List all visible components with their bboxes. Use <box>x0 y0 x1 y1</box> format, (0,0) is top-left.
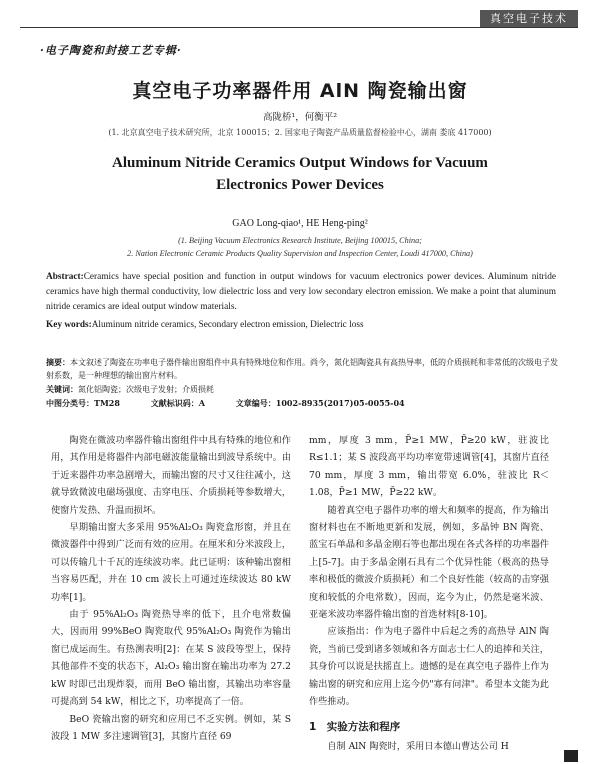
header-rule <box>20 27 578 28</box>
title-en-line2: Electronics Power Devices <box>216 177 384 193</box>
body-column-left <box>51 432 291 745</box>
page-number-block <box>564 750 578 762</box>
body-column-right <box>309 432 549 755</box>
column-title: ·电子陶瓷和封接工艺专辑· <box>40 44 182 57</box>
affiliations-cn: (1. 北京真空电子技术研究所，北京 100015；2. 国家电子陶瓷产品质量监督检验中心，湖南 娄底 417000) <box>108 128 492 137</box>
abstract-en <box>46 270 556 315</box>
class-number: 中图分类号：TM28 <box>46 398 120 408</box>
authors-en: GAO Long-qiao¹, HE Heng-ping² <box>232 218 368 229</box>
classification-info <box>46 398 556 409</box>
paragraph: 早期输出窗大多采用 95%Al₂O₃ 陶瓷盒形窗，并且在微波器件中得到广泛而有效的应用。在厘米和分米波段上，可以传输几十千瓦的连续波功率。此已证明：该种输出窗相当容易匹配，并在 10 cm 波长上可通过连续波达 80 kW 功率[1]。 <box>51 522 291 603</box>
keywords-cn-text: 氮化铝陶瓷；次级电子发射；介质损耗 <box>78 385 214 394</box>
abstract-cn <box>46 356 558 382</box>
paragraph: 随着真空电子器件功率的增大和频率的提高，作为输出窗材料也在不断地更新和发展，例如，多晶钟 BN 陶瓷、蓝宝石单晶和多晶金刚石等也都出现在各式各样的功率器件上[5-7]。由于多晶金刚石具有二个优异性能（极高的热导率和极低的微波介质损耗）和二个良好性能（较高的击穿强度和较低的介电常数），因而，迄今为止，仍然是毫米波、亚毫米波功率器件输出窗的首选材料[8-10]。 <box>309 504 549 621</box>
section-heading: 1 实验方法和程序 <box>309 720 401 733</box>
affiliation-en-2: 2. Nation Electronic Ceramic Products Quality Supervision and Inspection Center, Loudi 417000, China) <box>127 249 473 258</box>
paragraph: 自制 AlN 陶瓷时，采用日本德山曹达公司 H <box>309 740 509 752</box>
keywords-cn <box>46 384 556 395</box>
title-cn: 真空电子功率器件用 AlN 陶瓷输出窗 <box>132 80 468 102</box>
paragraph: 陶瓷在微波功率器件输出窗组件中具有特殊的地位和作用，其作用是将器件内部电磁波能量输出到波导系统中。由于近来器件功率急剧增大，而输出窗的尺寸又往往减小，这就导致微波电磁场强度、击穿电压、介质损耗等参数增大，使窗片发热、升温而损坏。 <box>51 435 291 516</box>
document-code: 文献标识码：A <box>150 398 205 408</box>
keywords-cn-label: 关键词： <box>46 384 78 394</box>
paragraph: mm，厚度 3 mm，P̄≥1 MW，P̄≥20 kW，驻波比 R≤1.1；某 S 波段高平均功率宽带速调管[4]，其窗片直径 70 mm，厚度 3 mm，输出带宽 6.0%，驻波比 R＜1.08，P̄≥1 MW，P̄≥22 kW。 <box>309 435 549 499</box>
keywords-en <box>46 320 556 330</box>
abstract-en-text: Ceramics have special position and function in output windows for vacuum electronics power devices. Aluminum nitride ceramics have high thermal conductivity, low dielectric loss and very low secondary electron emission. We make a point that aluminum nitride ceramics are ideal output window materials. <box>46 272 556 312</box>
paragraph: BeO 瓷输出窗的研究和应用已不乏实例。例如，某 S 波段 1 MW 多注速调管[3]，其窗片直径 69 <box>51 713 291 742</box>
keywords-en-text: Aluminum nitride ceramics, Secondary electron emission, Dielectric loss <box>91 320 364 330</box>
abstract-cn-label: 摘要： <box>46 357 70 367</box>
keywords-en-label: Key words: <box>46 320 92 330</box>
title-en <box>0 152 600 196</box>
paragraph: 由于 95%Al₂O₃ 陶瓷热导率的低下，且介电常数偏大，因而用 99%BeO 陶瓷取代 95%Al₂O₃ 陶瓷作为输出窗已成运而生。有热测表明[2]：在某 S 波段等型上，保持其他部件不变的状态下，Al₂O₃ 输出窗在输出功率为 27.2 kW 时即已出现炸裂，而用 BeO 输出窗，其输出功率容量可提高到 54 kW，相比之下，功率提高了一倍。 <box>51 609 291 708</box>
affiliation-en-1: (1. Beijing Vacuum Electronics Research Institute, Beijing 100015, China; <box>178 236 422 245</box>
paragraph: 应该指出：作为电子器件中后起之秀的高热导 AlN 陶瓷，当前已受到诸多领域和各方面志士仁人的追捧和关注，其身价可以说是扶摇直上。遗憾的是在真空电子器件上作为输出窗的研究和应用上迄今仍"寡有问津"。希望本文能为此作些推动。 <box>309 626 549 708</box>
journal-tag: 真空电子技术 <box>480 10 578 27</box>
abstract-en-label: Abstract: <box>46 272 84 282</box>
authors-cn: 高陇桥¹，何衡平² <box>262 112 338 123</box>
abstract-cn-text: 本文叙述了陶瓷在功率电子器件输出窗组件中具有特殊地位和作用。尚今，氮化铝陶瓷具有高热导率，低的介质损耗和非常低的次级电子发射系数，是一种理想的输出窗片材料。 <box>46 358 558 380</box>
affiliations-en <box>0 234 600 260</box>
title-en-line1: Aluminum Nitride Ceramics Output Windows for Vacuum <box>112 155 488 171</box>
article-number: 文章编号：1002-8935(2017)05-0055-04 <box>235 398 405 408</box>
